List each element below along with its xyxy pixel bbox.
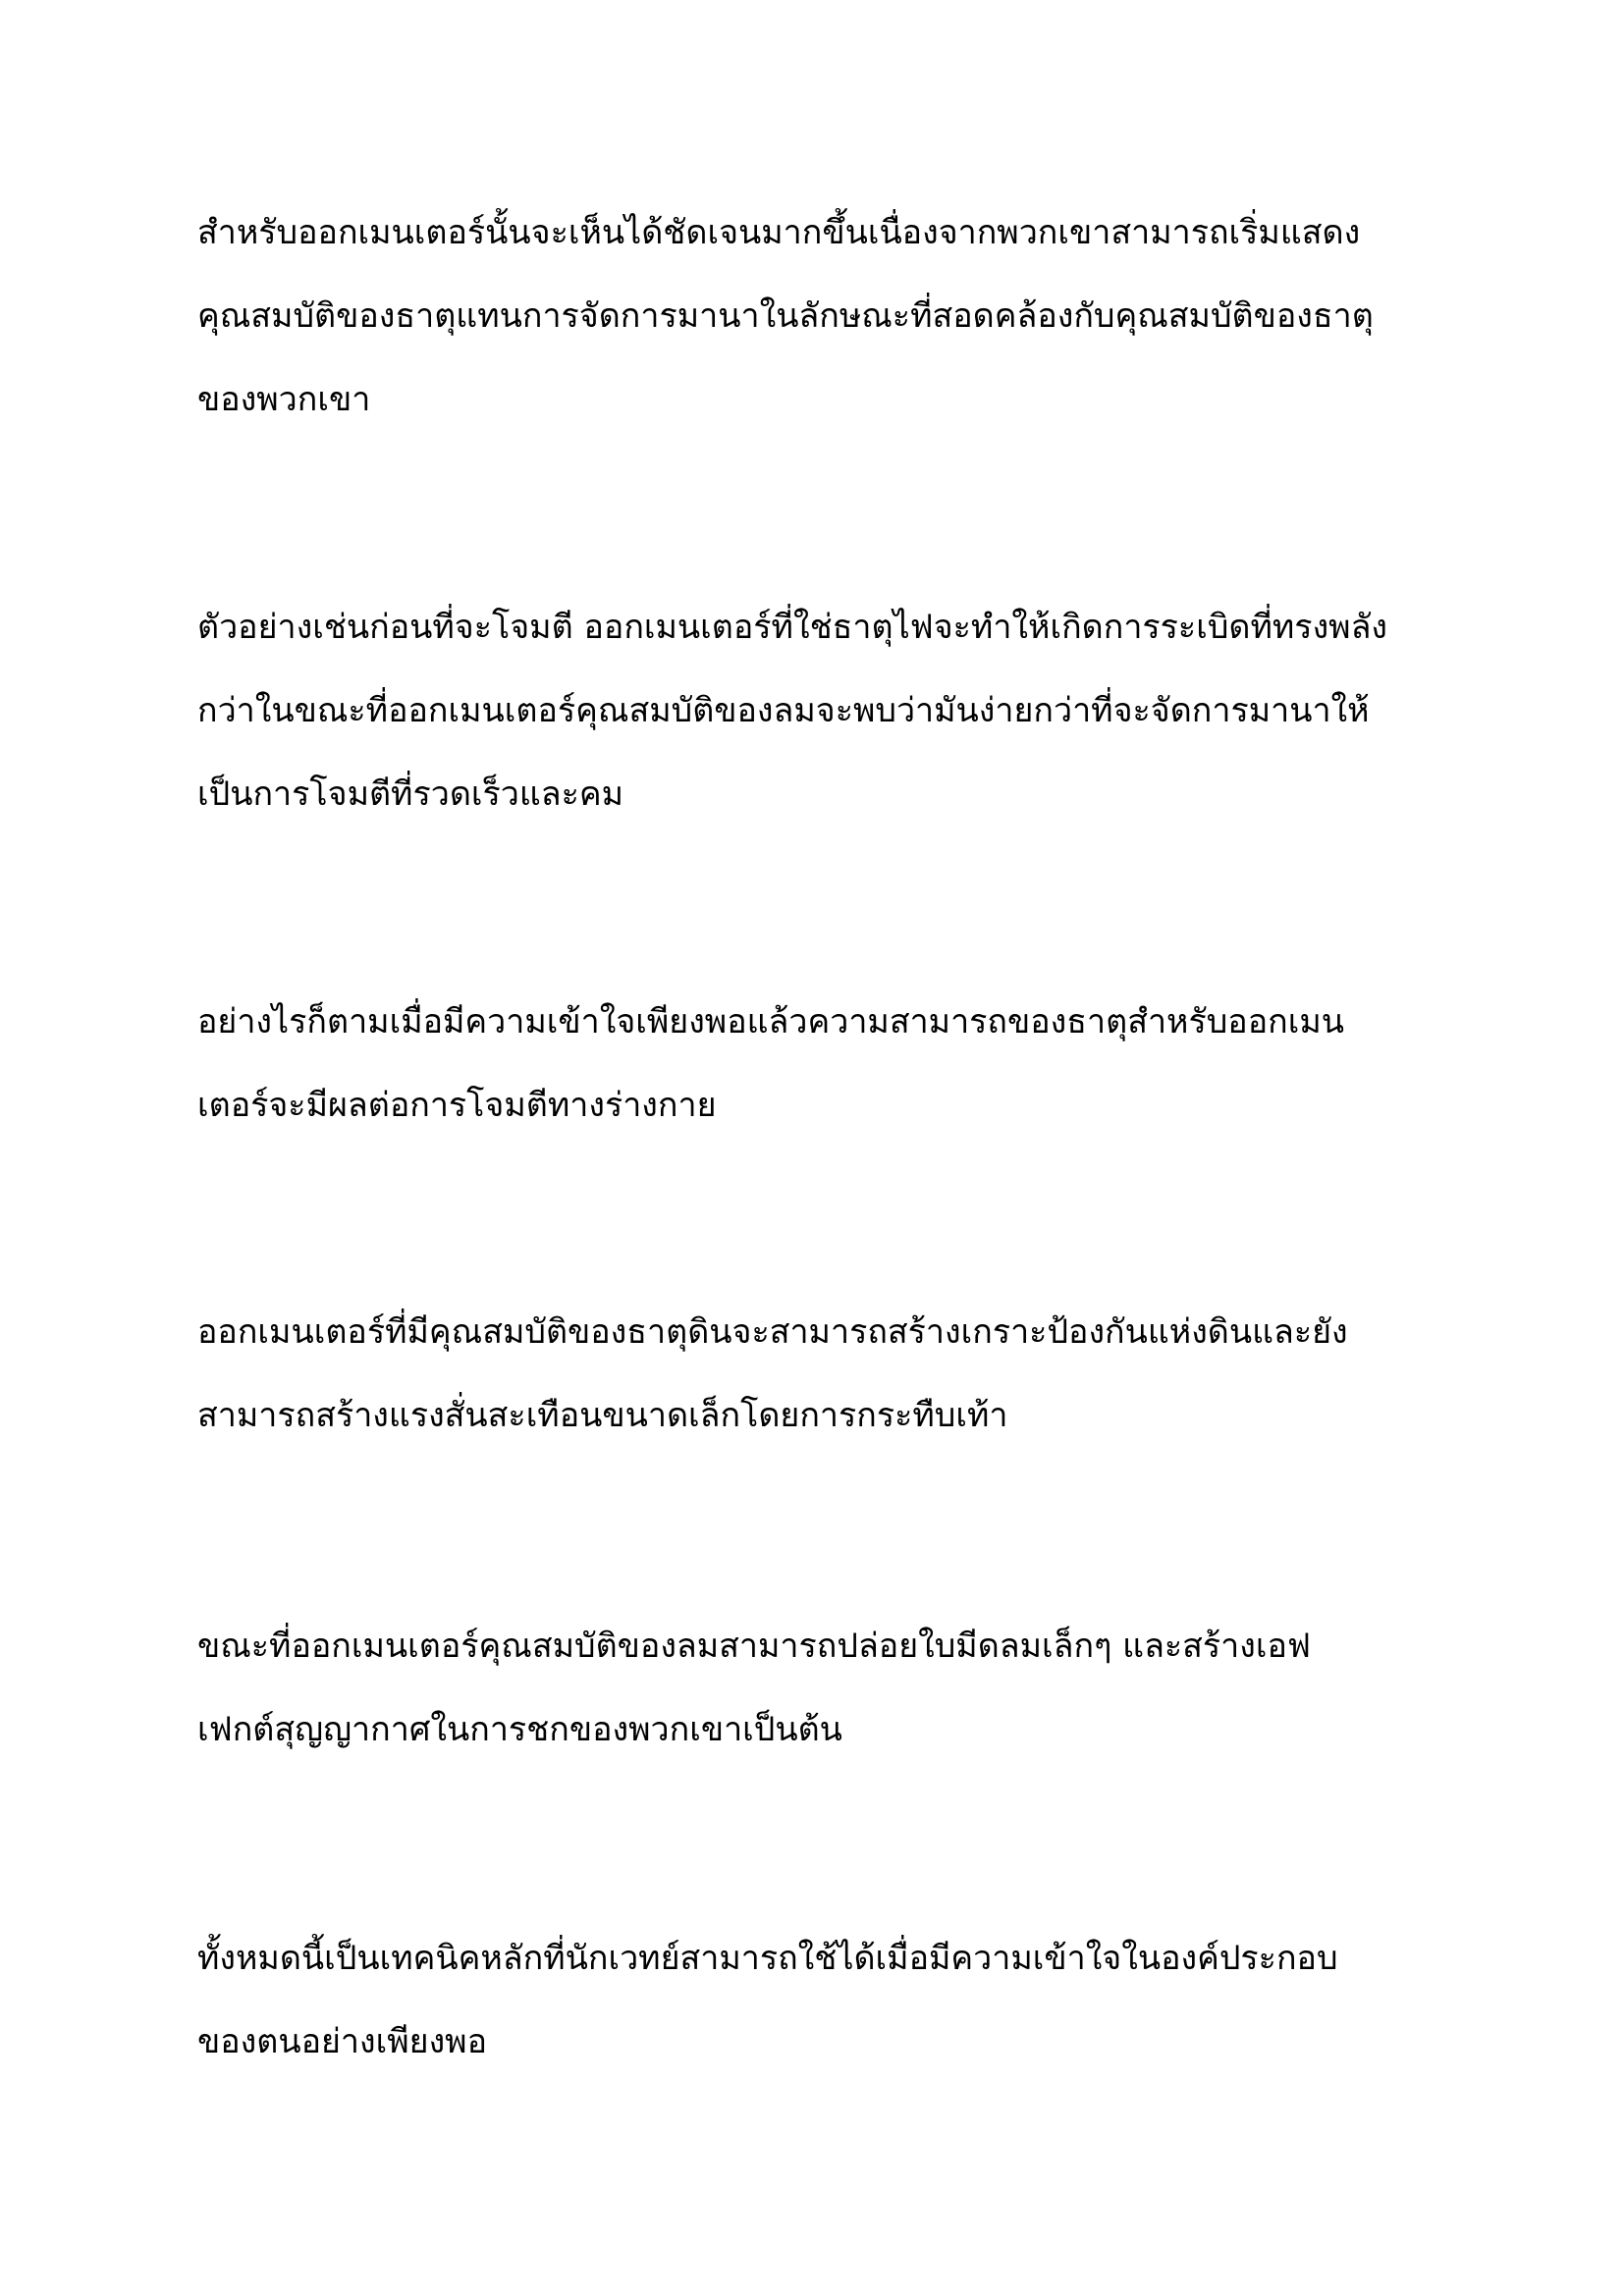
paragraph-1-line-3: ของพวกเขา (197, 380, 371, 419)
paragraph-2 (197, 586, 1464, 836)
paragraph-3-line-2: เตอร์จะมีผลต่อการโจมตีทางร่างกาย (197, 1086, 717, 1125)
paragraph-2-line-3: เป็นการโจมตีที่รวดเร็วและคม (197, 774, 624, 814)
paragraph-5-line-1: ขณะที่ออกเมนเตอร์คุณสมบัติของลมสามารถปล่อยใบมีดลมเล็กๆ และสร้างเอฟ (197, 1627, 1311, 1666)
paragraph-6 (197, 1917, 1464, 2084)
paragraph-2-line-2: กว่าในขณะที่ออกเมนเตอร์คุณสมบัติของลมจะพบว่ามันง่ายกว่าที่จะจัดการมานาให้ (197, 691, 1370, 730)
paragraph-4 (197, 1291, 1464, 1458)
paragraph-5-line-2: เฟกต์สุญญากาศในการชกของพวกเขาเป็นต้น (197, 1710, 842, 1749)
paragraph-4-line-1: ออกเมนเตอร์ที่มีคุณสมบัติของธาตุดินจะสามารถสร้างเกราะป้องกันแห่งดินและยัง (197, 1312, 1348, 1352)
paragraph-3-line-1: อย่างไรก็ตามเมื่อมีความเข้าใจเพียงพอแล้วความสามารถของธาตุสำหรับออกเมน (197, 1002, 1345, 1041)
paragraph-2-line-1: ตัวอย่างเช่นก่อนที่จะโจมตี ออกเมนเตอร์ที่ใช่ธาตุไฟจะทำให้เกิดการระเบิดที่ทรงพลัง (197, 608, 1388, 647)
paragraph-1 (197, 191, 1464, 442)
paragraph-1-line-1: สำหรับออกเมนเตอร์นั้นจะเห็นได้ชัดเจนมากขึ้นเนื่องจากพวกเขาสามารถเริ่มแสดง (197, 213, 1361, 252)
paragraph-6-line-2: ของตนอย่างเพียงพอ (197, 2022, 488, 2061)
paragraph-1-line-2: คุณสมบัติของธาตุแทนการจัดการมานาในลักษณะที่สอดคล้องกับคุณสมบัติของธาตุ (197, 296, 1374, 336)
paragraph-6-line-1: ทั้งหมดนี้เป็นเทคนิคหลักที่นักเวทย์สามารถใช้ได้เมื่อมีความเข้าใจในองค์ประกอบ (197, 1939, 1338, 1978)
paragraph-3 (197, 981, 1464, 1148)
paragraph-5 (197, 1605, 1464, 1772)
paragraph-4-line-2: สามารถสร้างแรงสั่นสะเทือนขนาดเล็กโดยการกระทืบเท้า (197, 1396, 1008, 1435)
